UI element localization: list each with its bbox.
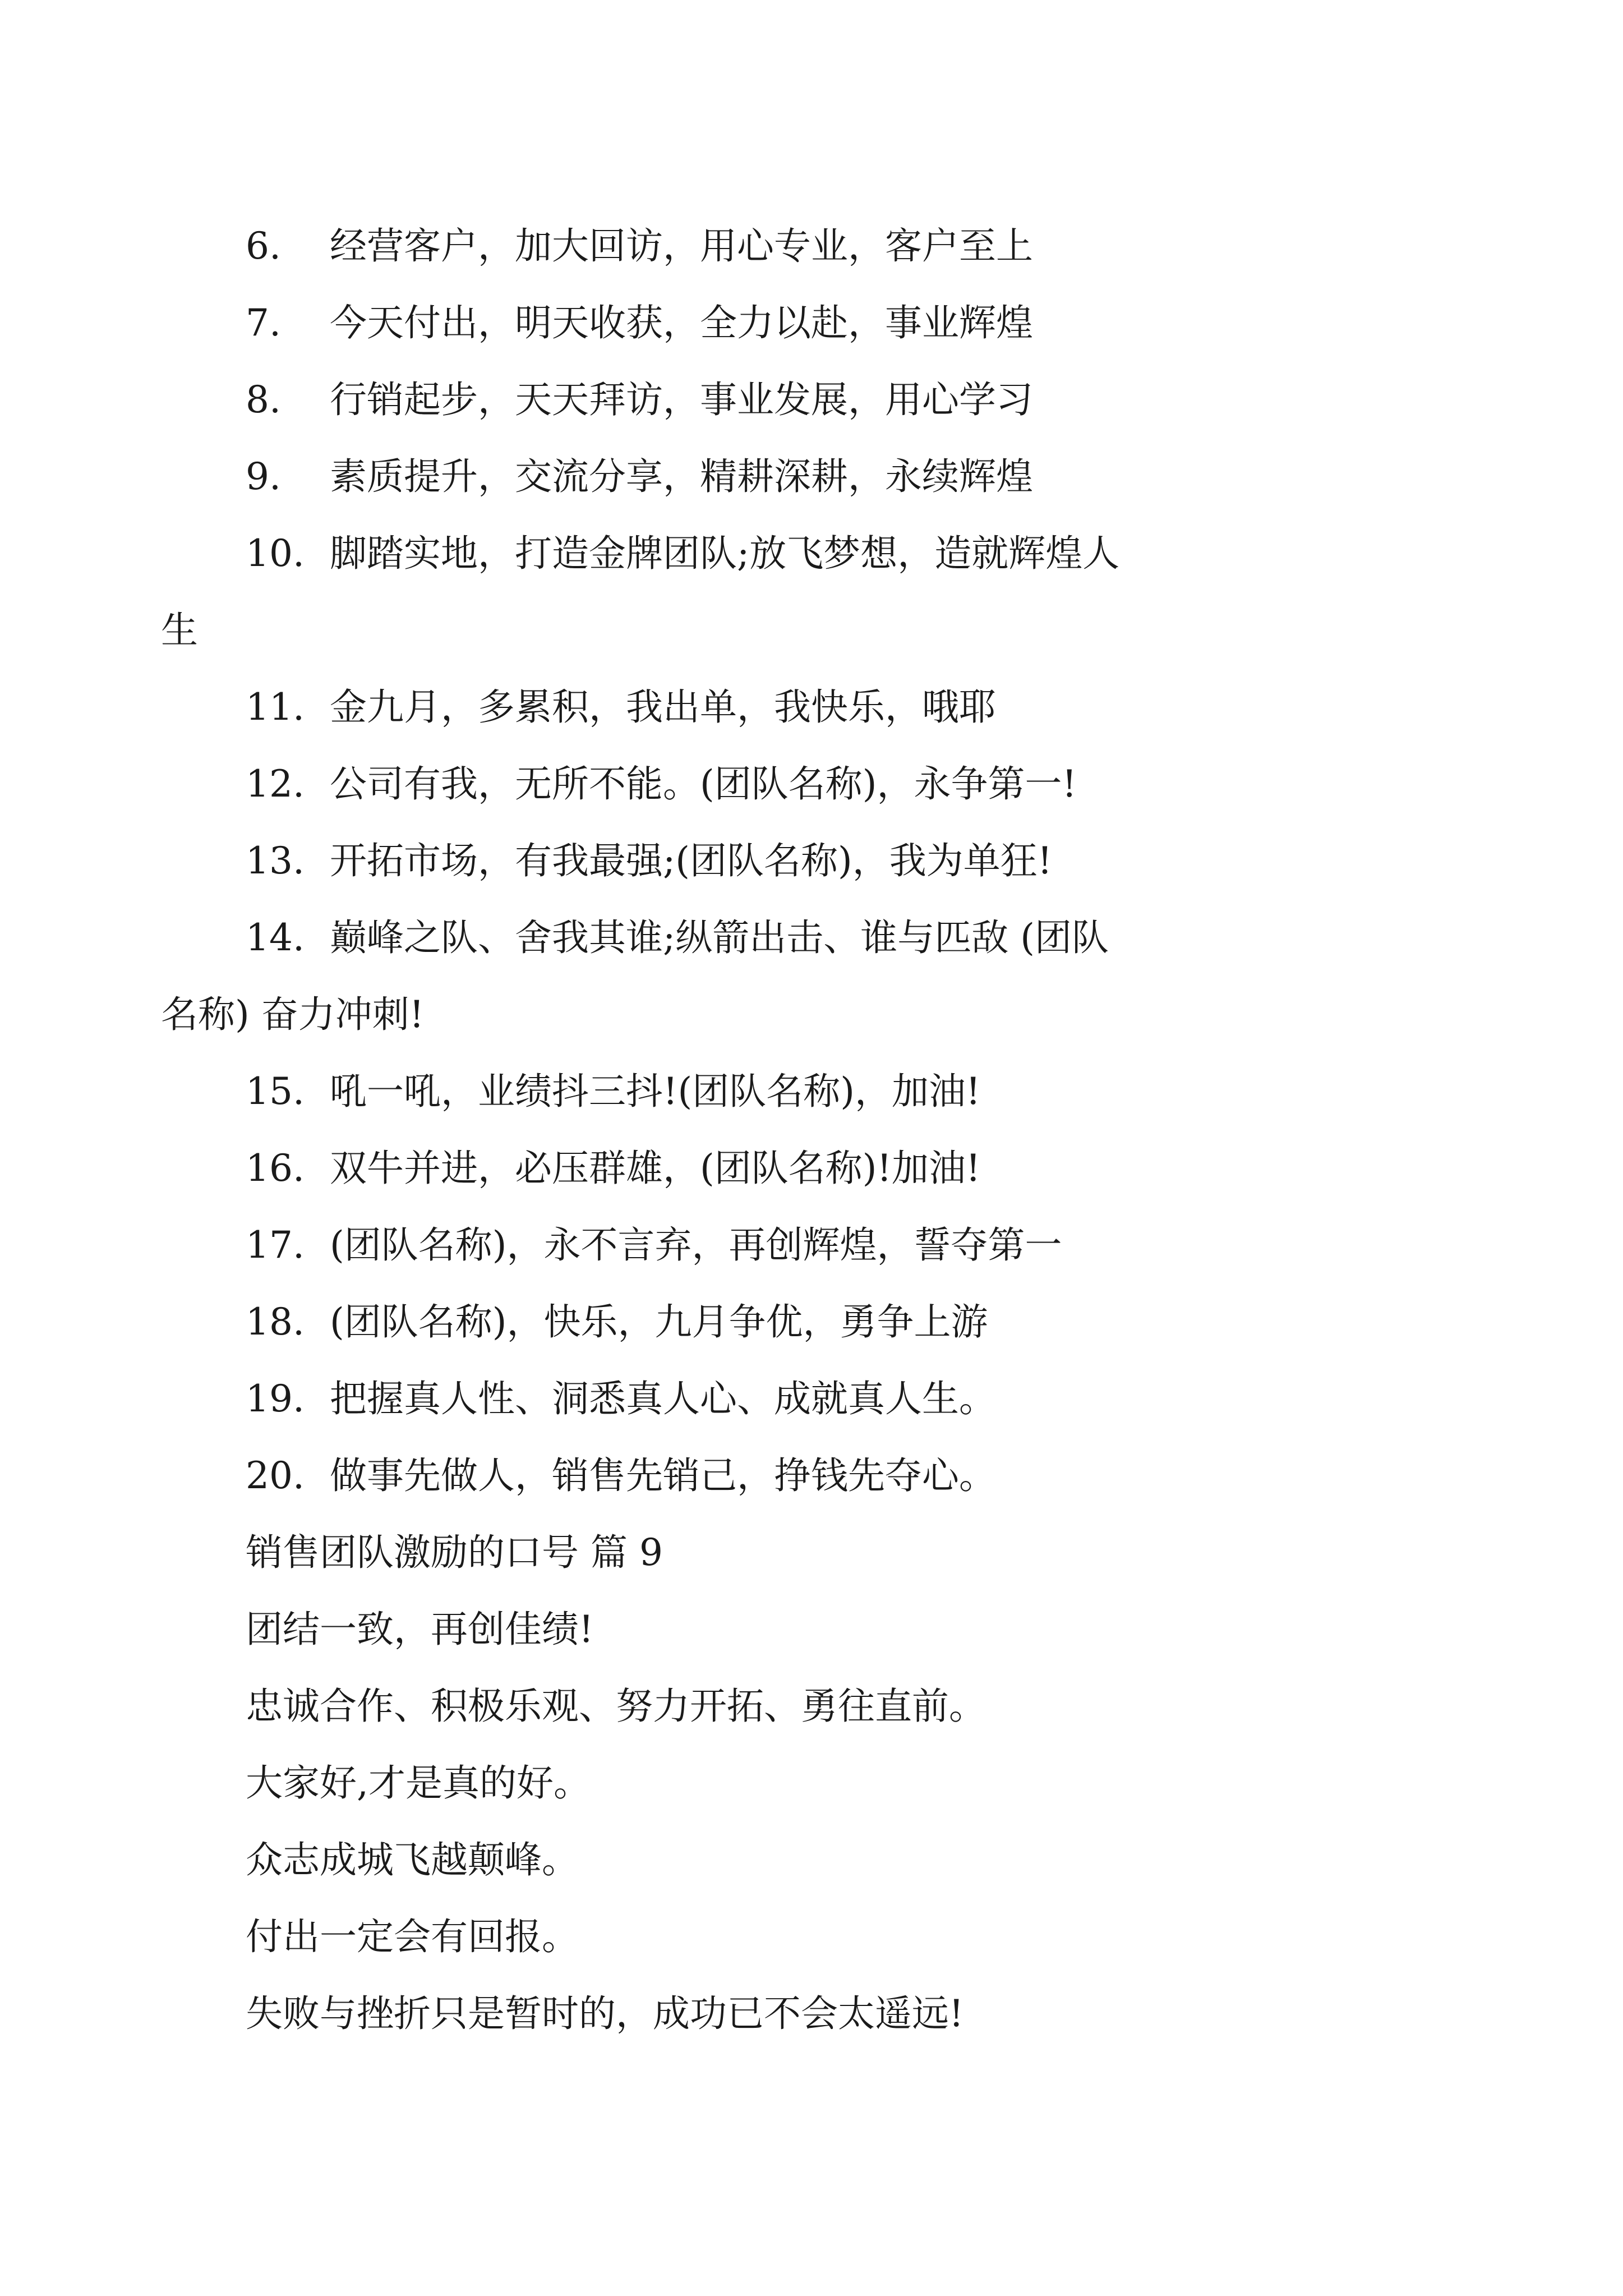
list-item bbox=[246, 1360, 1390, 1437]
item-number: 18. bbox=[246, 1300, 305, 1343]
item-number: 13. bbox=[246, 839, 305, 882]
item-text: (团队名称)，快乐，九月争优，勇争上游 bbox=[330, 1300, 988, 1343]
item-text: 脚踏实地，打造金牌团队;放飞梦想，造就辉煌人 bbox=[330, 532, 1120, 575]
item-number: 6. bbox=[246, 224, 281, 268]
list-item bbox=[246, 899, 1390, 976]
section-title: 销售团队激励的口号 篇 9 bbox=[246, 1531, 663, 1574]
slogan-line: 付出一定会有回报。 bbox=[246, 1915, 579, 1958]
item-number: 17. bbox=[246, 1223, 305, 1267]
item-text: 双牛并进，必压群雄，(团队名称)!加油! bbox=[330, 1147, 981, 1190]
list-item-continuation: 名称) 奋力冲刺! bbox=[161, 993, 425, 1036]
item-number: 7. bbox=[246, 301, 281, 344]
list-item bbox=[246, 1130, 1390, 1207]
slogan-line: 大家好,才是真的好。 bbox=[246, 1761, 591, 1805]
item-number: 15. bbox=[246, 1070, 305, 1113]
item-text: 把握真人性、洞悉真人心、成就真人生。 bbox=[330, 1377, 996, 1420]
slogan-line: 忠诚合作、积极乐观、努力开拓、勇往直前。 bbox=[246, 1685, 986, 1728]
item-text: 经营客户，加大回访，用心专业，客户至上 bbox=[330, 224, 1033, 268]
list-item bbox=[246, 361, 1390, 438]
item-text: (团队名称)，永不言弃，再创辉煌，誓夺第一 bbox=[330, 1223, 1062, 1267]
list-item bbox=[246, 669, 1390, 746]
list-item bbox=[246, 746, 1390, 822]
list-item bbox=[246, 1437, 1390, 1514]
item-text: 公司有我，无所不能。(团队名称)，永争第一! bbox=[330, 762, 1077, 806]
item-number: 14. bbox=[246, 916, 305, 959]
list-item-continuation: 生 bbox=[161, 609, 198, 652]
list-item bbox=[246, 208, 1390, 284]
item-number: 10. bbox=[246, 532, 305, 575]
item-number: 11. bbox=[246, 685, 305, 729]
item-text: 做事先做人，销售先销己，挣钱先夺心。 bbox=[330, 1454, 996, 1497]
list-item bbox=[246, 515, 1390, 592]
item-text: 吼一吼，业绩抖三抖!(团队名称)，加油! bbox=[330, 1070, 981, 1113]
document-body bbox=[161, 208, 1390, 2052]
item-text: 今天付出，明天收获，全力以赴，事业辉煌 bbox=[330, 301, 1033, 344]
item-number: 12. bbox=[246, 762, 305, 806]
item-text: 开拓市场，有我最强;(团队名称)，我为单狂! bbox=[330, 839, 1053, 882]
item-number: 9. bbox=[246, 455, 281, 498]
list-item bbox=[246, 822, 1390, 899]
item-number: 8. bbox=[246, 378, 281, 421]
item-number: 19. bbox=[246, 1377, 305, 1420]
item-text: 行销起步，天天拜访，事业发展，用心学习 bbox=[330, 378, 1033, 421]
item-number: 20. bbox=[246, 1454, 305, 1497]
item-text: 金九月，多累积，我出单，我快乐，哦耶 bbox=[330, 685, 996, 729]
list-item bbox=[246, 1207, 1390, 1283]
list-item bbox=[246, 438, 1390, 515]
item-number: 16. bbox=[246, 1147, 305, 1190]
list-item bbox=[246, 284, 1390, 361]
item-text: 巅峰之队、舍我其谁;纵箭出击、谁与匹敌 (团队 bbox=[330, 916, 1109, 959]
slogan-line: 众志成城飞越颠峰。 bbox=[246, 1838, 579, 1881]
item-text: 素质提升，交流分享，精耕深耕，永续辉煌 bbox=[330, 455, 1033, 498]
list-item bbox=[246, 1283, 1390, 1360]
list-item bbox=[246, 1053, 1390, 1130]
slogan-line: 团结一致，再创佳绩! bbox=[246, 1608, 594, 1651]
slogan-line: 失败与挫折只是暂时的，成功已不会太遥远! bbox=[246, 1992, 964, 2035]
